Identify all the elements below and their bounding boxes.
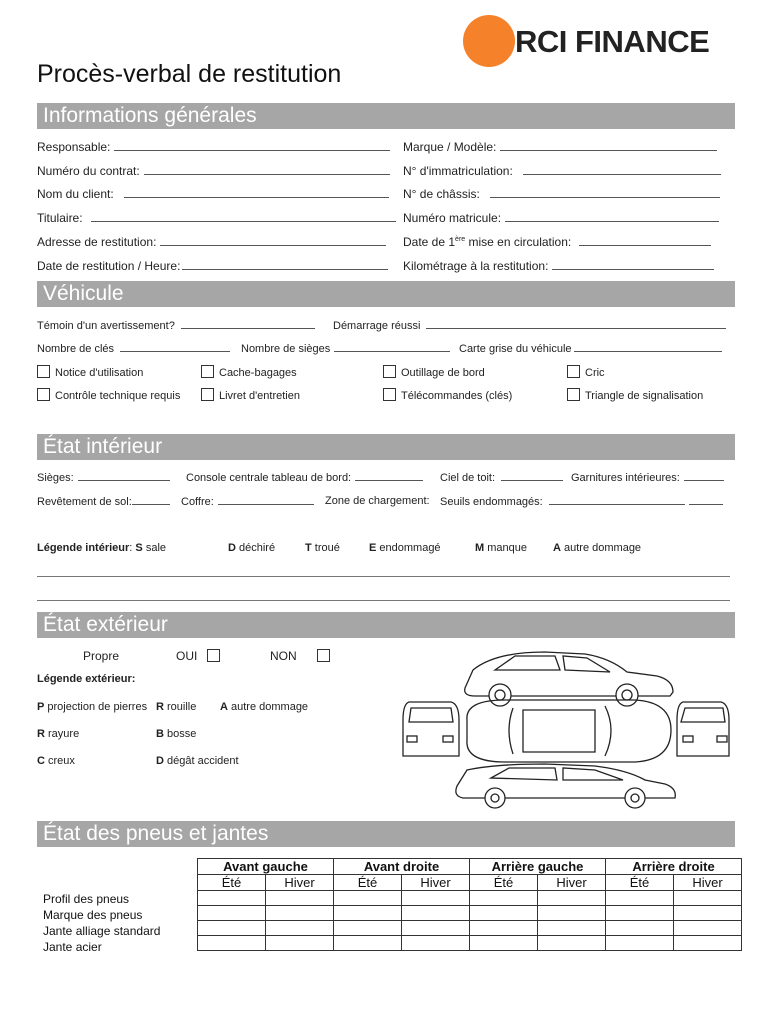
field-nombre-cles[interactable]: Nombre de clés: [37, 342, 230, 355]
tires-header-avant-gauche: Avant gauche: [198, 859, 334, 875]
page-title: Procès-verbal de restitution: [37, 60, 342, 88]
checkbox-cric[interactable]: Cric: [567, 365, 605, 379]
legend-interior: Légende intérieur: S sale: [37, 542, 167, 554]
field-mise-circulation[interactable]: Date de 1ère mise en circulation:: [403, 235, 711, 249]
legend-ext-r-rouille: R rouille: [156, 701, 197, 713]
remarks-line-1[interactable]: [37, 576, 730, 577]
row-label-marque: Marque des pneus: [43, 908, 143, 922]
legend-interior-t: T troué: [305, 542, 340, 554]
season-ete: Été: [198, 875, 266, 891]
legend-ext-d: D dégât accident: [156, 755, 239, 767]
car-diagram-icon[interactable]: [395, 640, 735, 810]
table-row: [198, 906, 742, 921]
field-marque[interactable]: Marque / Modèle:: [403, 140, 717, 154]
section-exterior: État extérieur: [37, 612, 735, 638]
remarks-line-2[interactable]: [37, 600, 730, 601]
legend-ext-r-rayure: R rayure: [37, 728, 80, 740]
tires-header-avant-droite: Avant droite: [334, 859, 470, 875]
season-hiver: Hiver: [402, 875, 470, 891]
field-revetement[interactable]: Revêtement de sol:: [37, 495, 170, 508]
table-row: [198, 921, 742, 936]
season-hiver: Hiver: [538, 875, 606, 891]
checkbox-oui[interactable]: OUI: [176, 649, 225, 663]
tires-header-arriere-droite: Arrière droite: [606, 859, 742, 875]
legend-ext-b: B bosse: [156, 728, 197, 740]
section-general: Informations générales: [37, 103, 735, 129]
table-row: [198, 891, 742, 906]
propre-label: Propre: [83, 649, 120, 663]
checkbox-notice[interactable]: Notice d'utilisation: [37, 365, 143, 379]
field-sieges-etat[interactable]: Sièges:: [37, 471, 170, 484]
legend-interior-e: E endommagé: [369, 542, 441, 554]
logo-circle: [463, 15, 515, 67]
field-garnitures[interactable]: Garnitures intérieures:: [571, 471, 724, 484]
field-kilometrage[interactable]: Kilométrage à la restitution:: [403, 259, 714, 273]
legend-interior-m: M manque: [475, 542, 527, 554]
legend-ext-c: C creux: [37, 755, 75, 767]
row-label-jante-alliage: Jante alliage standard: [43, 924, 161, 938]
field-titulaire[interactable]: Titulaire:: [37, 211, 396, 225]
logo-text: RCI FINANCE: [515, 24, 710, 59]
field-immatriculation[interactable]: N° d'immatriculation:: [403, 164, 721, 178]
field-responsable[interactable]: Responsable:: [37, 140, 390, 154]
field-date-heure[interactable]: Date de restitution / Heure:: [37, 259, 388, 273]
field-zone-chargement[interactable]: Zone de chargement:: [325, 495, 430, 507]
checkbox-cache-bagages[interactable]: Cache-bagages: [201, 365, 297, 379]
checkbox-outillage[interactable]: Outillage de bord: [383, 365, 485, 379]
field-nombre-sieges[interactable]: Nombre de sièges: [241, 342, 450, 355]
field-seuils[interactable]: Seuils endommagés:: [440, 495, 723, 508]
legend-interior-a: A autre dommage: [553, 542, 642, 554]
field-ciel[interactable]: Ciel de toit:: [440, 471, 563, 484]
table-row: [198, 936, 742, 951]
checkbox-controle-technique[interactable]: Contrôle technique requis: [37, 388, 180, 402]
legend-exterior-title: Légende extérieur:: [37, 673, 136, 685]
season-ete: Été: [606, 875, 674, 891]
field-temoin[interactable]: Témoin d'un avertissement?: [37, 319, 315, 332]
row-label-jante-acier: Jante acier: [43, 940, 102, 954]
legend-interior-d: D déchiré: [228, 542, 276, 554]
tires-table: [197, 858, 742, 951]
season-ete: Été: [334, 875, 402, 891]
tires-header-arriere-gauche: Arrière gauche: [470, 859, 606, 875]
section-interior: État intérieur: [37, 434, 735, 460]
checkbox-triangle[interactable]: Triangle de signalisation: [567, 388, 703, 402]
field-chassis[interactable]: N° de châssis:: [403, 187, 720, 201]
legend-ext-p: P projection de pierres: [37, 701, 148, 713]
field-contrat[interactable]: Numéro du contrat:: [37, 164, 390, 178]
field-client[interactable]: Nom du client:: [37, 187, 389, 201]
field-demarrage[interactable]: Démarrage réussi: [333, 319, 726, 332]
field-coffre[interactable]: Coffre:: [181, 495, 314, 508]
checkbox-telecommandes[interactable]: Télécommandes (clés): [383, 388, 512, 402]
row-label-profil: Profil des pneus: [43, 892, 130, 906]
legend-ext-a: A autre dommage: [220, 701, 309, 713]
field-matricule[interactable]: Numéro matricule:: [403, 211, 719, 225]
checkbox-non[interactable]: NON: [270, 649, 335, 663]
field-console[interactable]: Console centrale tableau de bord:: [186, 471, 423, 484]
field-carte-grise[interactable]: Carte grise du véhicule: [459, 342, 722, 355]
section-tires: État des pneus et jantes: [37, 821, 735, 847]
season-hiver: Hiver: [266, 875, 334, 891]
section-vehicle: Véhicule: [37, 281, 735, 307]
season-hiver: Hiver: [674, 875, 742, 891]
season-ete: Été: [470, 875, 538, 891]
field-adresse[interactable]: Adresse de restitution:: [37, 235, 386, 249]
checkbox-livret[interactable]: Livret d'entretien: [201, 388, 300, 402]
